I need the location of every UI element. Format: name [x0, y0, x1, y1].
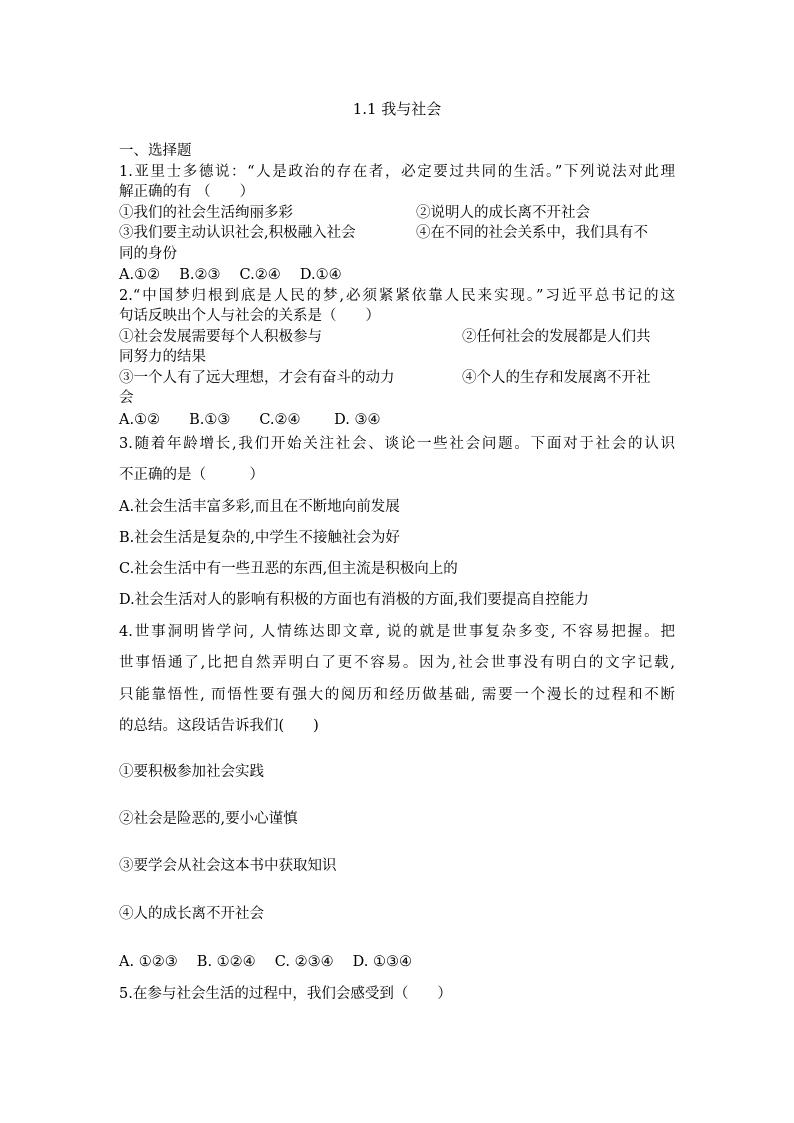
q4-option-1: ①要积极参加社会实践: [119, 764, 264, 780]
q3-option-a: A.社会生活丰富多彩,而且在不断地向前发展: [119, 499, 400, 515]
q3-option-c: C.社会生活中有一些丑恶的东西,但主流是积极向上的: [119, 561, 458, 577]
q2-option-4-cont: 会: [119, 390, 134, 406]
q2-option-3: ③一个人有了远大理想，才会有奋斗的动力: [119, 370, 395, 386]
q1-option-4: ④在不同的社会关系中，我们具有不: [416, 225, 648, 241]
section-heading: 一、选择题: [119, 143, 192, 159]
q3-stem-line2: 不正确的是（ ）: [119, 467, 264, 483]
page-title: 1.1 我与社会: [352, 100, 442, 118]
q4-option-2: ②社会是险恶的,要小心谨慎: [119, 811, 298, 827]
q3-option-d: D.社会生活对人的影响有积极的方面也有消极的方面,我们要提高自控能力: [119, 592, 589, 608]
q2-stem-line1: 2.“中国梦归根到底是人民的梦,必须紧紧依靠人民来实现。”习近平总书记的这: [119, 288, 675, 304]
q2-choices: A.①② B.①③ C.②④ D. ③④: [119, 412, 381, 428]
q1-option-1: ①我们的社会生活绚丽多彩: [119, 205, 293, 221]
q4-stem-line3: 只能靠悟性, 而悟性要有强大的阅历和经历做基础, 需要一个漫长的过程和不断: [119, 687, 675, 703]
q4-option-4: ④人的成长离不开社会: [119, 906, 264, 922]
q1-stem-line1: 1.亚里士多德说：“人是政治的存在者，必定要过共同的生活。”下列说法对此理: [119, 164, 675, 180]
q4-stem-line4: 的总结。这段话告诉我们( ): [119, 718, 319, 734]
q3-option-b: B.社会生活是复杂的,中学生不接触社会为好: [119, 530, 400, 546]
q3-stem-line1: 3.随着年龄增长,我们开始关注社会、谈论一些社会问题。下面对于社会的认识: [119, 436, 675, 452]
q1-stem-line2: 解正确的有 （ ）: [119, 184, 255, 200]
q4-stem-line2: 世事悟通了,比把自然弄明白了更不容易。因为,社会世事没有明白的文字记载,: [119, 655, 675, 671]
q2-option-2: ②任何社会的发展都是人们共: [462, 329, 651, 345]
q2-stem-line2: 句话反映出个人与社会的关系是（ ）: [119, 308, 380, 324]
q1-option-3: ③我们要主动认识社会,积极融入社会: [119, 225, 356, 241]
q2-option-4: ④个人的生存和发展离不开社: [462, 370, 651, 386]
q4-stem-line1: 4.世事洞明皆学问, 人情练达即文章, 说的就是世事复杂多变, 不容易把握。把: [119, 624, 675, 640]
q2-option-2-cont: 同努力的结果: [119, 349, 206, 365]
q1-option-4-cont: 同的身份: [119, 246, 177, 262]
q1-option-2: ②说明人的成长离不开社会: [416, 205, 590, 221]
q4-choices: A. ①②③ B. ①②④ C. ②③④ D. ①③④: [119, 954, 413, 970]
q1-choices: A.①② B.②③ C.②④ D.①④: [119, 267, 342, 283]
q2-option-1: ①社会发展需要每个人积极参与: [119, 329, 322, 345]
q5-stem-line1: 5.在参与社会生活的过程中，我们会感受到（ ）: [119, 986, 452, 1002]
q4-option-3: ③要学会从社会这本书中获取知识: [119, 858, 337, 874]
